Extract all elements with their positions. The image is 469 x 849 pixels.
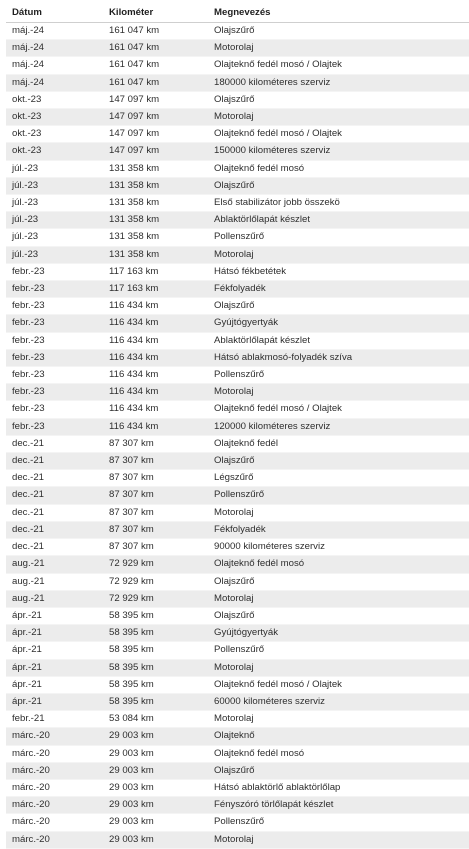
cell-date: júl.-23 [6, 229, 103, 246]
table-row [6, 607, 469, 624]
table-row [6, 711, 469, 728]
cell-kilometers: 58 395 km [103, 693, 208, 710]
table-row [6, 263, 469, 280]
cell-description: Fékfolyadék [208, 521, 469, 538]
cell-kilometers: 161 047 km [103, 57, 208, 74]
cell-description: Pollenszűrő [208, 814, 469, 831]
cell-kilometers: 87 307 km [103, 504, 208, 521]
cell-kilometers: 117 163 km [103, 281, 208, 298]
cell-kilometers: 131 358 km [103, 212, 208, 229]
table-row [6, 556, 469, 573]
cell-kilometers: 147 097 km [103, 109, 208, 126]
cell-date: júl.-23 [6, 160, 103, 177]
cell-kilometers: 147 097 km [103, 126, 208, 143]
cell-kilometers: 29 003 km [103, 797, 208, 814]
cell-kilometers: 147 097 km [103, 143, 208, 160]
cell-description: Olajszűrő [208, 607, 469, 624]
table-row [6, 332, 469, 349]
table-row [6, 797, 469, 814]
table-row [6, 590, 469, 607]
cell-date: dec.-21 [6, 521, 103, 538]
table-row [6, 91, 469, 108]
table-row [6, 281, 469, 298]
table-row [6, 229, 469, 246]
cell-date: aug.-21 [6, 573, 103, 590]
cell-kilometers: 131 358 km [103, 229, 208, 246]
cell-date: febr.-23 [6, 367, 103, 384]
table-row [6, 487, 469, 504]
cell-kilometers: 116 434 km [103, 418, 208, 435]
cell-kilometers: 58 395 km [103, 642, 208, 659]
cell-kilometers: 87 307 km [103, 539, 208, 556]
cell-kilometers: 131 358 km [103, 246, 208, 263]
cell-description: Olajszűrő [208, 573, 469, 590]
cell-kilometers: 29 003 km [103, 831, 208, 848]
cell-description: Olajszűrő [208, 762, 469, 779]
cell-kilometers: 147 097 km [103, 91, 208, 108]
cell-kilometers: 131 358 km [103, 195, 208, 212]
cell-kilometers: 161 047 km [103, 23, 208, 40]
table-row [6, 367, 469, 384]
cell-date: okt.-23 [6, 143, 103, 160]
table-row [6, 521, 469, 538]
table-row [6, 539, 469, 556]
cell-description: Hátsó ablakmosó-folyadék szíva [208, 349, 469, 366]
cell-date: febr.-23 [6, 315, 103, 332]
cell-kilometers: 58 395 km [103, 625, 208, 642]
cell-date: dec.-21 [6, 470, 103, 487]
cell-description: Olajszűrő [208, 298, 469, 315]
cell-description: Motorolaj [208, 711, 469, 728]
cell-kilometers: 116 434 km [103, 315, 208, 332]
table-row [6, 143, 469, 160]
table-row [6, 40, 469, 57]
cell-date: febr.-21 [6, 711, 103, 728]
cell-date: dec.-21 [6, 504, 103, 521]
cell-description: Olajteknő fedél mosó / Olajtek [208, 676, 469, 693]
cell-kilometers: 131 358 km [103, 177, 208, 194]
cell-description: Motorolaj [208, 246, 469, 263]
cell-kilometers: 117 163 km [103, 263, 208, 280]
cell-kilometers: 72 929 km [103, 590, 208, 607]
cell-date: máj.-24 [6, 57, 103, 74]
cell-description: Olajteknő [208, 728, 469, 745]
table-row [6, 74, 469, 91]
cell-kilometers: 161 047 km [103, 40, 208, 57]
cell-date: ápr.-21 [6, 625, 103, 642]
cell-date: febr.-23 [6, 298, 103, 315]
cell-description: Légszűrő [208, 470, 469, 487]
cell-kilometers: 116 434 km [103, 349, 208, 366]
table-header [6, 4, 469, 23]
table-row [6, 831, 469, 848]
cell-date: júl.-23 [6, 195, 103, 212]
table-row [6, 418, 469, 435]
cell-kilometers: 131 358 km [103, 160, 208, 177]
cell-date: febr.-23 [6, 332, 103, 349]
cell-kilometers: 58 395 km [103, 676, 208, 693]
cell-date: ápr.-21 [6, 676, 103, 693]
cell-date: júl.-23 [6, 177, 103, 194]
cell-description: Pollenszűrő [208, 367, 469, 384]
cell-date: ápr.-21 [6, 642, 103, 659]
cell-date: dec.-21 [6, 435, 103, 452]
table-row [6, 401, 469, 418]
cell-date: márc.-20 [6, 762, 103, 779]
table-row [6, 177, 469, 194]
cell-kilometers: 29 003 km [103, 745, 208, 762]
cell-kilometers: 29 003 km [103, 814, 208, 831]
table-row [6, 728, 469, 745]
table-row [6, 676, 469, 693]
cell-kilometers: 116 434 km [103, 332, 208, 349]
cell-kilometers: 116 434 km [103, 384, 208, 401]
table-row [6, 195, 469, 212]
cell-description: Olajszűrő [208, 177, 469, 194]
table-row [6, 160, 469, 177]
table-row [6, 126, 469, 143]
table-row [6, 109, 469, 126]
cell-description: Motorolaj [208, 504, 469, 521]
cell-kilometers: 161 047 km [103, 74, 208, 91]
cell-description: Motorolaj [208, 109, 469, 126]
cell-kilometers: 29 003 km [103, 779, 208, 796]
table-row [6, 23, 469, 40]
table-body [6, 23, 469, 849]
cell-date: aug.-21 [6, 590, 103, 607]
table-row [6, 762, 469, 779]
column-header-date: Dátum [6, 4, 103, 23]
cell-description: Olajteknő fedél mosó / Olajtek [208, 57, 469, 74]
cell-date: febr.-23 [6, 418, 103, 435]
cell-description: Motorolaj [208, 384, 469, 401]
cell-kilometers: 72 929 km [103, 573, 208, 590]
table-row [6, 642, 469, 659]
cell-date: máj.-24 [6, 23, 103, 40]
column-header-description: Megnevezés [208, 4, 469, 23]
cell-kilometers: 58 395 km [103, 659, 208, 676]
cell-date: márc.-20 [6, 797, 103, 814]
cell-description: Olajszűrő [208, 91, 469, 108]
cell-description: 90000 kilométeres szerviz [208, 539, 469, 556]
table-row [6, 246, 469, 263]
cell-description: Hátsó fékbetétek [208, 263, 469, 280]
cell-date: dec.-21 [6, 539, 103, 556]
cell-description: Gyújtógyertyák [208, 625, 469, 642]
column-header-kilometers: Kilométer [103, 4, 208, 23]
table-row [6, 315, 469, 332]
cell-description: Olajteknő fedél mosó [208, 160, 469, 177]
table-row [6, 693, 469, 710]
table-row [6, 745, 469, 762]
cell-kilometers: 116 434 km [103, 367, 208, 384]
cell-description: Motorolaj [208, 831, 469, 848]
cell-description: Olajszűrő [208, 23, 469, 40]
table-row [6, 298, 469, 315]
table-row [6, 57, 469, 74]
cell-description: Olajteknő fedél mosó [208, 556, 469, 573]
cell-date: okt.-23 [6, 109, 103, 126]
table-row [6, 470, 469, 487]
cell-description: Olajteknő fedél mosó [208, 745, 469, 762]
cell-date: aug.-21 [6, 556, 103, 573]
cell-kilometers: 87 307 km [103, 453, 208, 470]
cell-date: ápr.-21 [6, 659, 103, 676]
cell-description: Olajteknő fedél mosó / Olajtek [208, 126, 469, 143]
cell-description: Hátsó ablaktörlő ablaktörlőlap [208, 779, 469, 796]
cell-date: júl.-23 [6, 212, 103, 229]
cell-date: máj.-24 [6, 40, 103, 57]
table-row [6, 814, 469, 831]
cell-date: márc.-20 [6, 728, 103, 745]
table-row [6, 659, 469, 676]
cell-description: 120000 kilométeres szerviz [208, 418, 469, 435]
header-row [6, 4, 469, 23]
table-row [6, 384, 469, 401]
cell-description: Pollenszűrő [208, 487, 469, 504]
cell-description: 180000 kilométeres szerviz [208, 74, 469, 91]
cell-description: Ablaktörlőlapát készlet [208, 332, 469, 349]
cell-date: ápr.-21 [6, 607, 103, 624]
table-row [6, 573, 469, 590]
cell-kilometers: 87 307 km [103, 521, 208, 538]
cell-date: febr.-23 [6, 281, 103, 298]
cell-description: Fékfolyadék [208, 281, 469, 298]
cell-date: máj.-24 [6, 74, 103, 91]
cell-description: Első stabilizátor jobb összekö [208, 195, 469, 212]
cell-date: okt.-23 [6, 126, 103, 143]
cell-date: febr.-23 [6, 263, 103, 280]
cell-date: febr.-23 [6, 384, 103, 401]
cell-kilometers: 116 434 km [103, 401, 208, 418]
cell-kilometers: 58 395 km [103, 607, 208, 624]
cell-date: febr.-23 [6, 401, 103, 418]
cell-date: ápr.-21 [6, 693, 103, 710]
cell-description: Pollenszűrő [208, 229, 469, 246]
table-row [6, 779, 469, 796]
cell-kilometers: 29 003 km [103, 728, 208, 745]
table-row [6, 349, 469, 366]
cell-kilometers: 87 307 km [103, 470, 208, 487]
table-row [6, 453, 469, 470]
cell-description: 150000 kilométeres szerviz [208, 143, 469, 160]
cell-kilometers: 116 434 km [103, 298, 208, 315]
cell-description: Olajteknő fedél mosó / Olajtek [208, 401, 469, 418]
cell-date: júl.-23 [6, 246, 103, 263]
cell-description: Fényszóró törlőlapát készlet [208, 797, 469, 814]
cell-date: dec.-21 [6, 453, 103, 470]
cell-date: febr.-23 [6, 349, 103, 366]
cell-description: Olajszűrő [208, 453, 469, 470]
cell-description: Motorolaj [208, 40, 469, 57]
cell-kilometers: 87 307 km [103, 487, 208, 504]
cell-kilometers: 87 307 km [103, 435, 208, 452]
cell-description: Olajteknő fedél [208, 435, 469, 452]
service-history-table [6, 4, 469, 849]
table-row [6, 504, 469, 521]
table-row [6, 212, 469, 229]
cell-date: márc.-20 [6, 831, 103, 848]
table-row [6, 435, 469, 452]
cell-kilometers: 29 003 km [103, 762, 208, 779]
cell-description: Motorolaj [208, 590, 469, 607]
cell-kilometers: 53 084 km [103, 711, 208, 728]
cell-description: Gyújtógyertyák [208, 315, 469, 332]
cell-date: márc.-20 [6, 745, 103, 762]
table-row [6, 625, 469, 642]
cell-description: Ablaktörlőlapát készlet [208, 212, 469, 229]
cell-kilometers: 72 929 km [103, 556, 208, 573]
cell-description: 60000 kilométeres szerviz [208, 693, 469, 710]
cell-date: márc.-20 [6, 779, 103, 796]
cell-date: dec.-21 [6, 487, 103, 504]
cell-date: márc.-20 [6, 814, 103, 831]
cell-date: okt.-23 [6, 91, 103, 108]
cell-description: Pollenszűrő [208, 642, 469, 659]
cell-description: Motorolaj [208, 659, 469, 676]
